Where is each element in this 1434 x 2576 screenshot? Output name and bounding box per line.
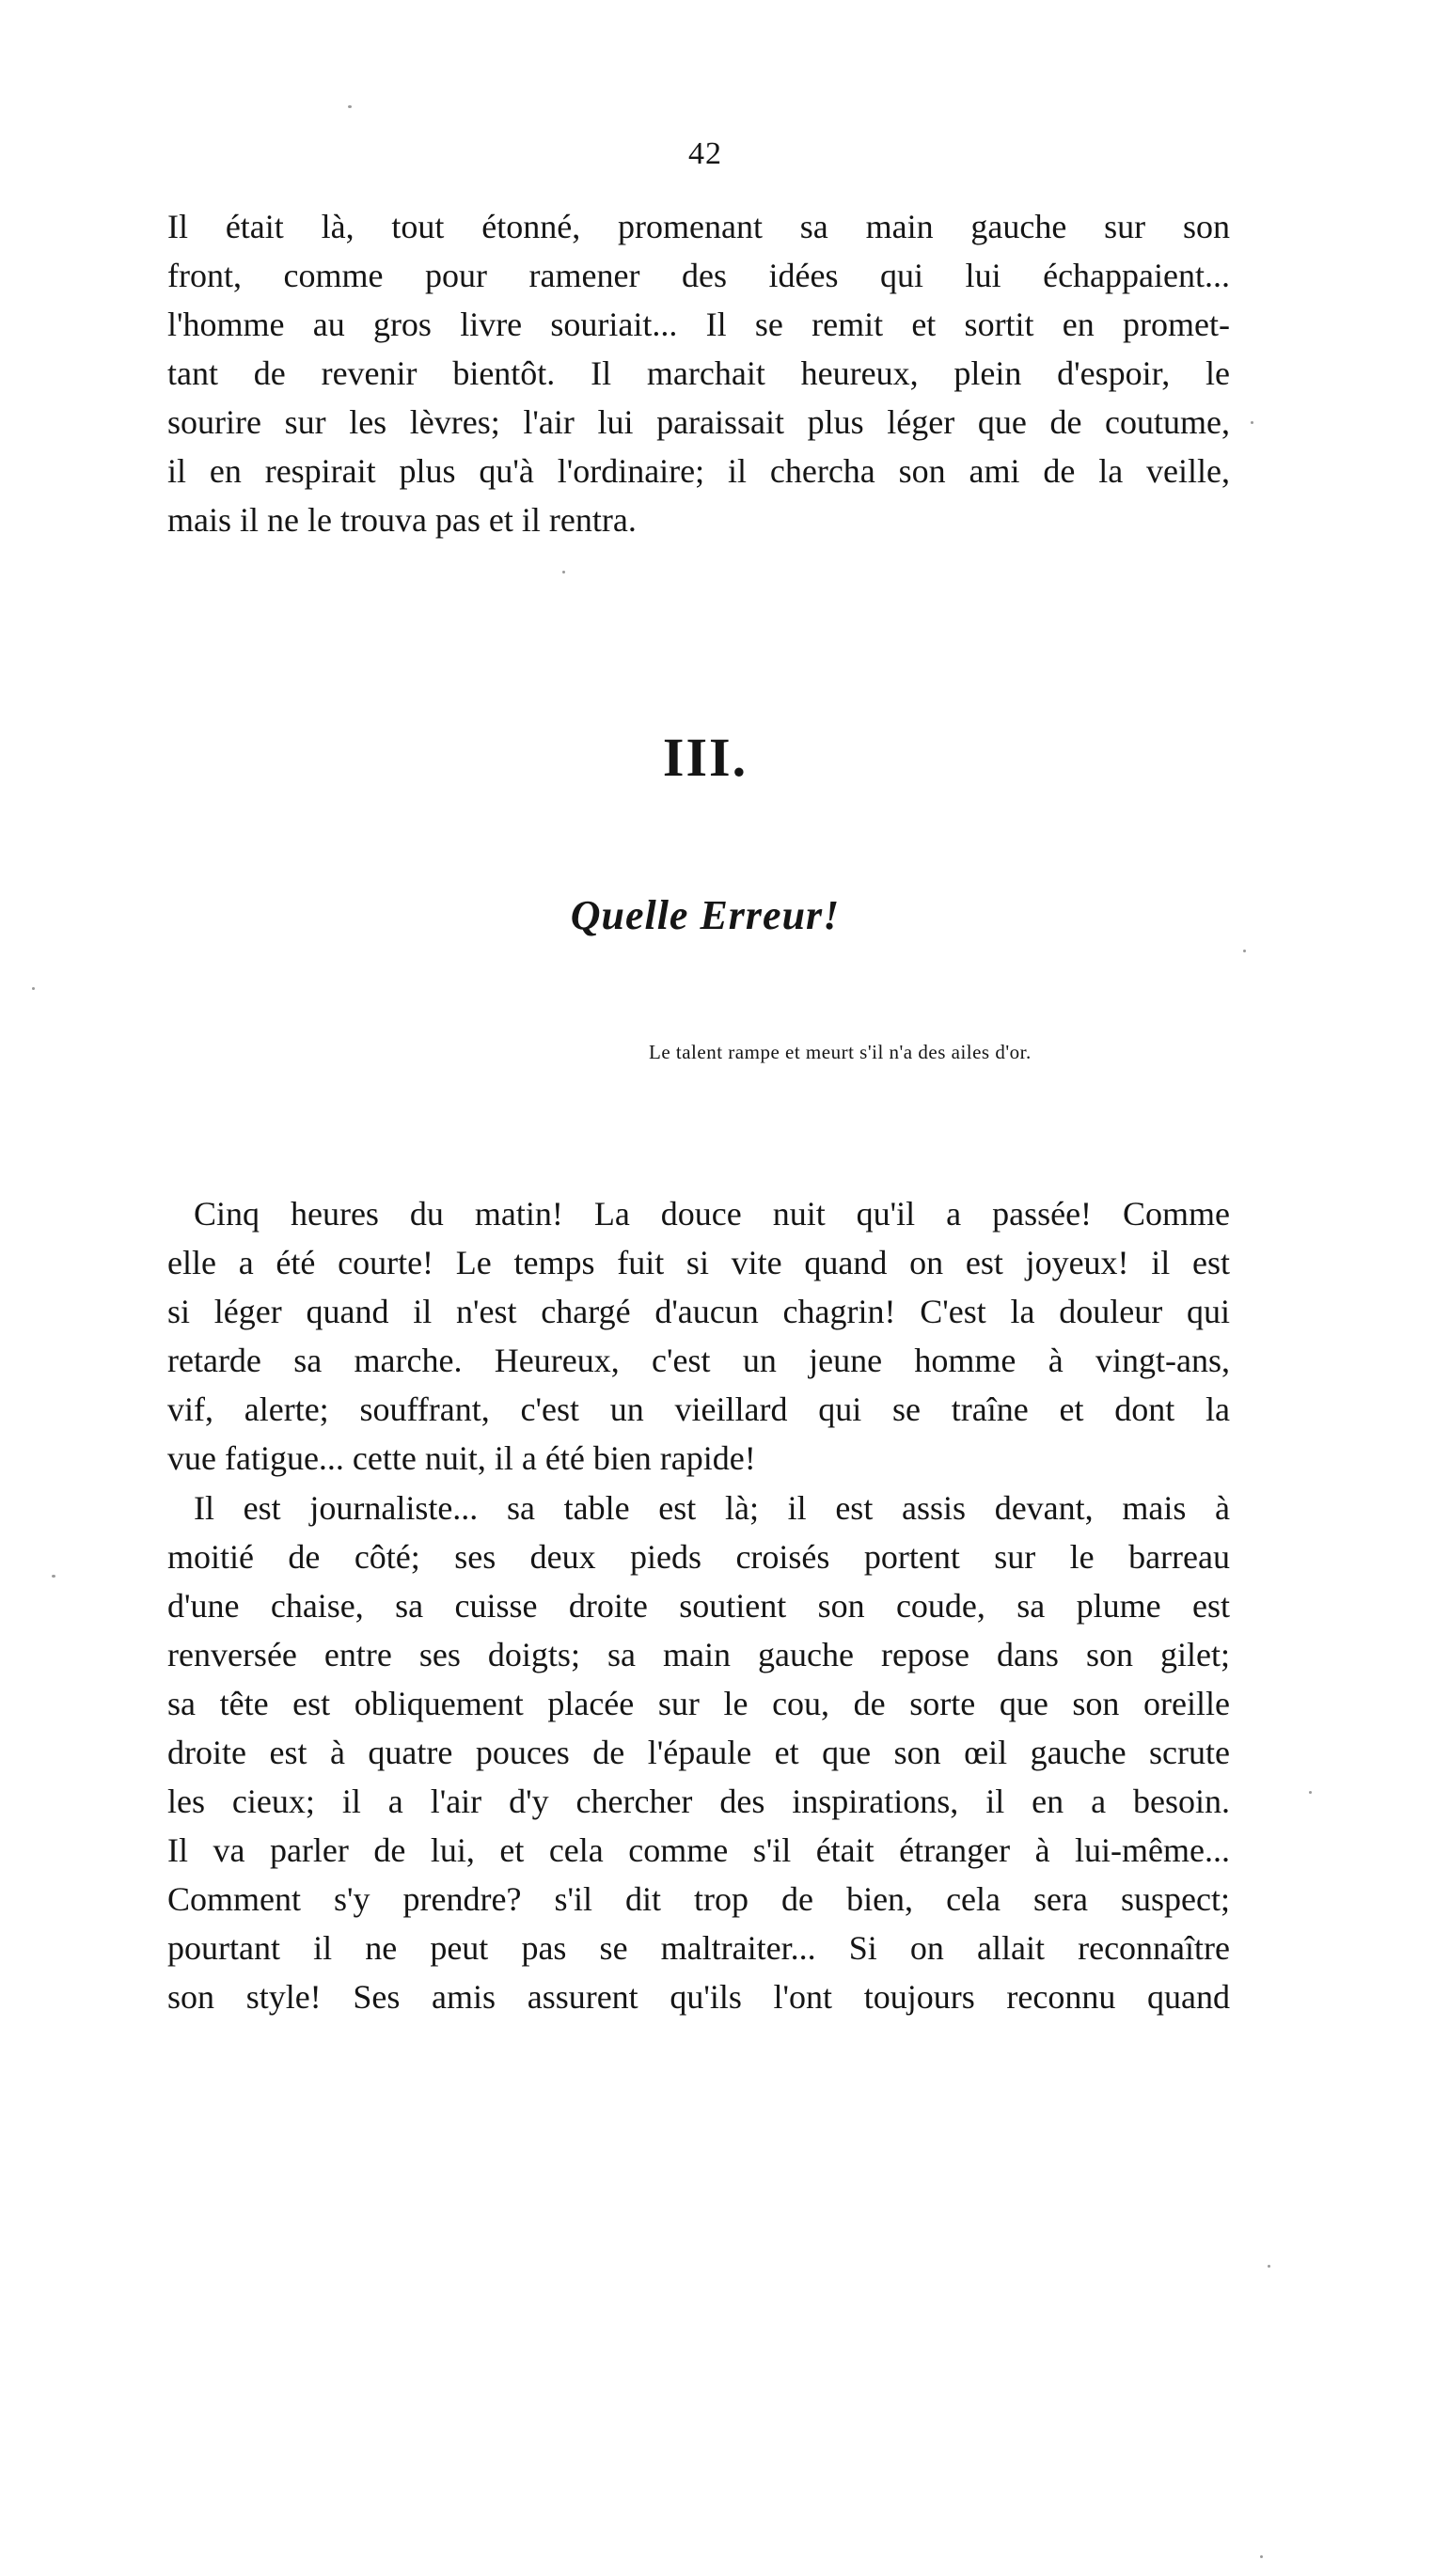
text-line: les cieux; il a l'air d'y chercher des inspirations, il en a besoin.	[167, 1783, 1230, 1820]
text-line: vif, alerte; souffrant, c'est un vieillard qui se traîne et dont la	[167, 1390, 1230, 1428]
text-line: Il est journaliste... sa table est là; il est assis devant, mais à	[194, 1489, 1230, 1527]
paper-speck	[1309, 1791, 1312, 1794]
paper-speck	[1243, 950, 1246, 952]
paper-speck	[52, 1575, 55, 1578]
text-line: Cinq heures du matin! La douce nuit qu'il a passée! Comme	[194, 1195, 1230, 1233]
text-line: front, comme pour ramener des idées qui lui échappaient...	[167, 257, 1230, 294]
text-line: renversée entre ses doigts; sa main gauche repose dans son gilet;	[167, 1636, 1230, 1673]
paper-speck	[1268, 2265, 1270, 2268]
paragraph-journaliste	[167, 1484, 1230, 2021]
text-line: Il va parler de lui, et cela comme s'il était étranger à lui-même...	[167, 1831, 1230, 1869]
text-line: Il était là, tout étonné, promenant sa main gauche sur son	[167, 208, 1230, 245]
text-line: sa tête est obliquement placée sur le cou, de sorte que son oreille	[167, 1685, 1230, 1722]
paper-speck	[32, 987, 35, 990]
page-number: 42	[688, 136, 722, 171]
chapter-title: Quelle Erreur!	[570, 892, 841, 938]
text-line: moitié de côté; ses deux pieds croisés portent sur le barreau	[167, 1538, 1230, 1576]
text-line: son style! Ses amis assurent qu'ils l'ont toujours reconnu quand	[167, 1978, 1230, 2016]
text-line: droite est à quatre pouces de l'épaule et que son œil gauche scrute	[167, 1734, 1230, 1771]
text-line: vue fatigue... cette nuit, il a été bien rapide!	[167, 1439, 756, 1477]
text-line: tant de revenir bientôt. Il marchait heureux, plein d'espoir, le	[167, 354, 1230, 392]
paper-speck	[1251, 421, 1253, 424]
paper-speck	[562, 571, 565, 573]
text-line: Comment s'y prendre? s'il dit trop de bien, cela sera suspect;	[167, 1880, 1230, 1918]
text-line: sourire sur les lèvres; l'air lui paraissait plus léger que de coutume,	[167, 403, 1230, 441]
chapter-number: III.	[662, 727, 749, 788]
text-line: pourtant il ne peut pas se maltraiter... Si on allait reconnaître	[167, 1929, 1230, 1967]
text-line: mais il ne le trouva pas et il rentra.	[167, 501, 637, 539]
text-line: il en respirait plus qu'à l'ordinaire; il chercha son ami de la veille,	[167, 452, 1230, 490]
paragraph-opening	[167, 1189, 1230, 1483]
text-line: d'une chaise, sa cuisse droite soutient son coude, sa plume est	[167, 1587, 1230, 1625]
text-line: l'homme au gros livre souriait... Il se remit et sortit en promet-	[167, 306, 1230, 343]
paper-speck	[348, 105, 352, 108]
paper-speck	[1260, 2555, 1263, 2558]
text-line: retarde sa marche. Heureux, c'est un jeune homme à vingt-ans,	[167, 1342, 1230, 1379]
paragraph-continued	[167, 202, 1230, 544]
epigraph: Le talent rampe et meurt s'il n'a des ailes d'or.	[649, 1041, 1032, 1063]
text-line: elle a été courte! Le temps fuit si vite quand on est joyeux! il est	[167, 1244, 1230, 1281]
text-line: si léger quand il n'est chargé d'aucun chagrin! C'est la douleur qui	[167, 1293, 1230, 1330]
